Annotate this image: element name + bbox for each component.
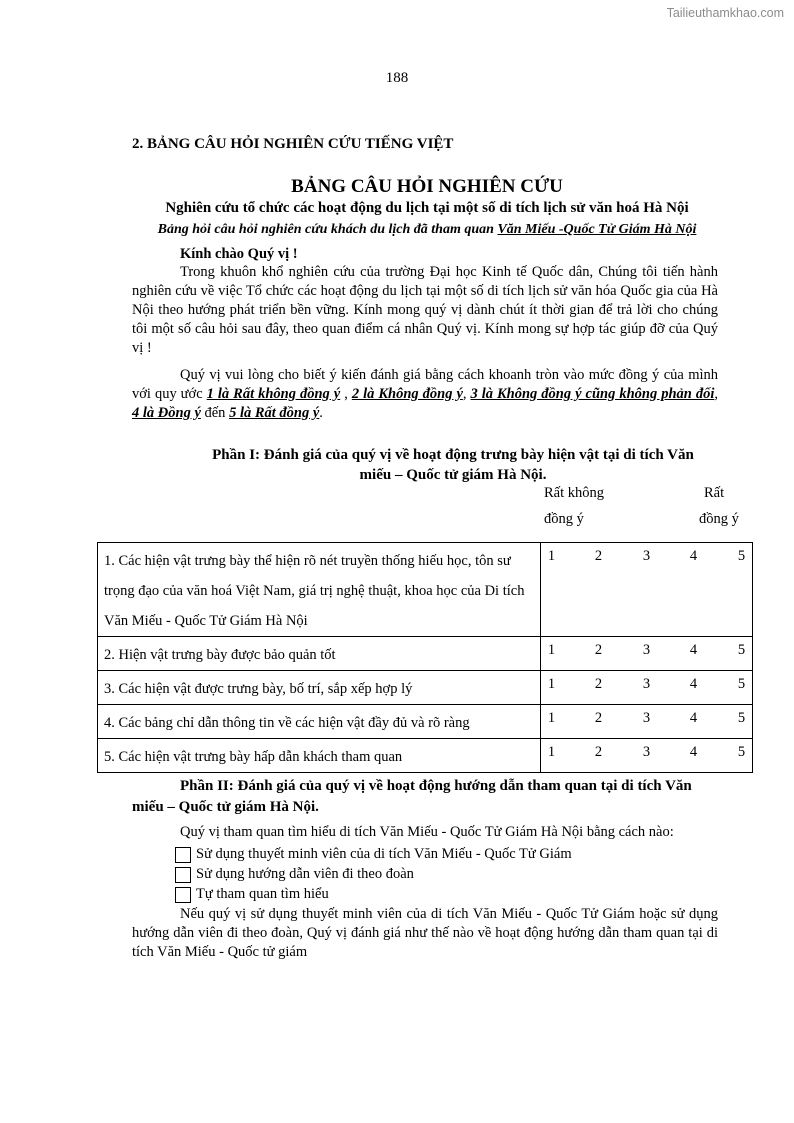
checkbox-icon[interactable] [175, 847, 191, 863]
instruction-sep: , [462, 386, 471, 402]
visit-method-question: Quý vị tham quan tìm hiểu di tích Văn Miếu - Quốc Tử Giám Hà Nội bằng cách nào: [180, 824, 674, 840]
score-option[interactable]: 4 [689, 676, 698, 692]
table-row [98, 543, 753, 637]
score-cell [540, 543, 752, 637]
page-number: 188 [385, 70, 409, 86]
subtitle-prefix: Bảng hỏi câu hỏi nghiên cứu khách du lịch đã tham quan [157, 222, 498, 237]
score-option[interactable]: 3 [642, 548, 651, 564]
instruction-prefix: Quý vị vui lòng cho biết ý kiến đánh giá bằng cách khoanh tròn vào mức đồng ý của mình với quy ước [132, 367, 718, 402]
instruction-paragraph [132, 366, 718, 423]
scale-3-text: 3 là Không đồng ý cũng không phản đối [470, 386, 715, 402]
score-row [541, 671, 752, 699]
scale-2-text: 2 là Không đồng ý [351, 386, 463, 402]
scale-right-label [699, 480, 739, 532]
score-option[interactable]: 2 [594, 710, 603, 726]
score-option[interactable]: 4 [689, 642, 698, 658]
score-row [541, 739, 752, 767]
score-option[interactable]: 4 [689, 710, 698, 726]
page-title: BẢNG CÂU HỎI NGHIÊN CỨU [291, 176, 563, 197]
scale-4-text: 4 là Đồng ý [132, 405, 201, 421]
watermark: Tailieuthamkhao.com [666, 6, 784, 20]
instruction-sep: , [714, 386, 718, 402]
score-option[interactable]: 3 [642, 642, 651, 658]
question-cell: 3. Các hiện vật được trưng bày, bố trí, sắp xếp hợp lý [98, 671, 541, 705]
scale-1-text: 1 là Rất không đồng ý [206, 386, 341, 402]
question-cell: 1. Các hiện vật trưng bày thể hiện rõ nét truyền thống hiếu học, tôn sư trọng đạo của văn hoá Việt Nam, giá trị nghệ thuật, khoa học của Di tích Văn Miếu - Quốc Tử Giám Hà Nội [98, 543, 541, 637]
option-tour-guide[interactable] [175, 846, 572, 863]
instruction-sep: , [340, 386, 352, 402]
score-option[interactable]: 2 [594, 676, 603, 692]
intro-paragraph: Trong khuôn khổ nghiên cứu của trường Đại học Kinh tế Quốc dân, Chúng tôi tiến hành nghiên cứu về việc Tổ chức các hoạt động du lịch tại một số di tích lịch sử văn hóa Quốc gia của Hà Nội theo hướng phát triển bền vững. Kính mong quý vị dành chút ít thời gian để trả lời cho chúng tôi một số câu hỏi sau đây, theo quan điểm cá nhân Quý vị. Kính mong sự hợp tác giúp đỡ của Quý vị ! [132, 264, 718, 356]
score-cell [540, 637, 752, 671]
score-option[interactable]: 3 [642, 744, 651, 760]
question-cell: 5. Các hiện vật trưng bày hấp dẫn khách tham quan [98, 739, 541, 773]
score-option[interactable]: 3 [642, 676, 651, 692]
subtitle-place: Văn Miếu -Quốc Tử Giám Hà Nội [497, 222, 697, 237]
scale-right-line2: đồng ý [699, 511, 739, 527]
score-option[interactable]: 4 [689, 744, 698, 760]
score-option[interactable]: 2 [594, 642, 603, 658]
part1-heading-line2: miếu – Quốc tử giám Hà Nội. [359, 467, 547, 483]
rating-table [97, 542, 753, 773]
option-self-tour[interactable] [175, 886, 329, 903]
score-option[interactable]: 2 [594, 548, 603, 564]
option-label: Sử dụng thuyết minh viên của di tích Văn Miếu - Quốc Tử Giám [196, 846, 572, 862]
scale-left-line2: đồng ý [544, 511, 584, 527]
table-row [98, 637, 753, 671]
questionnaire-subtitle [132, 222, 722, 238]
table-row [98, 739, 753, 773]
score-cell [540, 705, 752, 739]
part2-heading: Phần II: Đánh giá của quý vị về hoạt động hướng dẫn tham quan tại di tích Văn miếu – Quốc tử giám Hà Nội. [132, 778, 692, 815]
table-row [98, 671, 753, 705]
score-option[interactable]: 3 [642, 710, 651, 726]
question-cell: 4. Các bảng chỉ dẫn thông tin về các hiện vật đầy đủ và rõ ràng [98, 705, 541, 739]
instruction-sep: đến [200, 405, 230, 421]
score-row [541, 637, 752, 665]
score-option[interactable]: 1 [547, 642, 556, 658]
question-cell: 2. Hiện vật trưng bày được bảo quản tốt [98, 637, 541, 671]
checkbox-icon[interactable] [175, 887, 191, 903]
checkbox-icon[interactable] [175, 867, 191, 883]
score-option[interactable]: 1 [547, 548, 556, 564]
table-row [98, 705, 753, 739]
part1-heading [198, 445, 708, 485]
score-option[interactable]: 5 [737, 710, 746, 726]
option-label: Tự tham quan tìm hiểu [196, 886, 329, 902]
research-subtitle: Nghiên cứu tổ chức các hoạt động du lịch tại một số di tích lịch sử văn hoá Hà Nội [165, 200, 689, 216]
score-option[interactable]: 5 [737, 642, 746, 658]
scale-right-line1: Rất [704, 485, 725, 501]
score-option[interactable]: 1 [547, 744, 556, 760]
score-option[interactable]: 5 [737, 744, 746, 760]
option-label: Sử dụng hướng dẫn viên đi theo đoàn [196, 866, 414, 882]
score-option[interactable]: 4 [689, 548, 698, 564]
option-group-guide[interactable] [175, 866, 414, 883]
score-option[interactable]: 2 [594, 744, 603, 760]
score-row [541, 543, 752, 571]
score-row [541, 705, 752, 733]
instruction-end: . [319, 405, 323, 421]
section-heading: 2. BẢNG CÂU HỎI NGHIÊN CỨU TIẾNG VIỆT [132, 136, 454, 152]
part1-heading-line1: Phần I: Đánh giá của quý vị về hoạt động trưng bày hiện vật tại di tích Văn [212, 447, 694, 463]
score-option[interactable]: 1 [547, 710, 556, 726]
scale-5-text: 5 là Rất đồng ý [229, 405, 320, 421]
followup-paragraph: Nếu quý vị sử dụng thuyết minh viên của di tích Văn Miếu - Quốc Tử Giám hoặc sử dụng hướng dẫn viên đi theo đoàn, Quý vị đánh giá như thế nào về hoạt động hướng dẫn tham quan tại di tích Văn Miếu - Quốc tử giám [132, 906, 718, 960]
scale-left-line1: Rất không [544, 485, 605, 501]
score-cell [540, 671, 752, 705]
score-cell [540, 739, 752, 773]
score-option[interactable]: 5 [737, 548, 746, 564]
scale-left-label [544, 480, 604, 532]
greeting: Kính chào Quý vị ! [180, 246, 298, 262]
score-option[interactable]: 1 [547, 676, 556, 692]
score-option[interactable]: 5 [737, 676, 746, 692]
